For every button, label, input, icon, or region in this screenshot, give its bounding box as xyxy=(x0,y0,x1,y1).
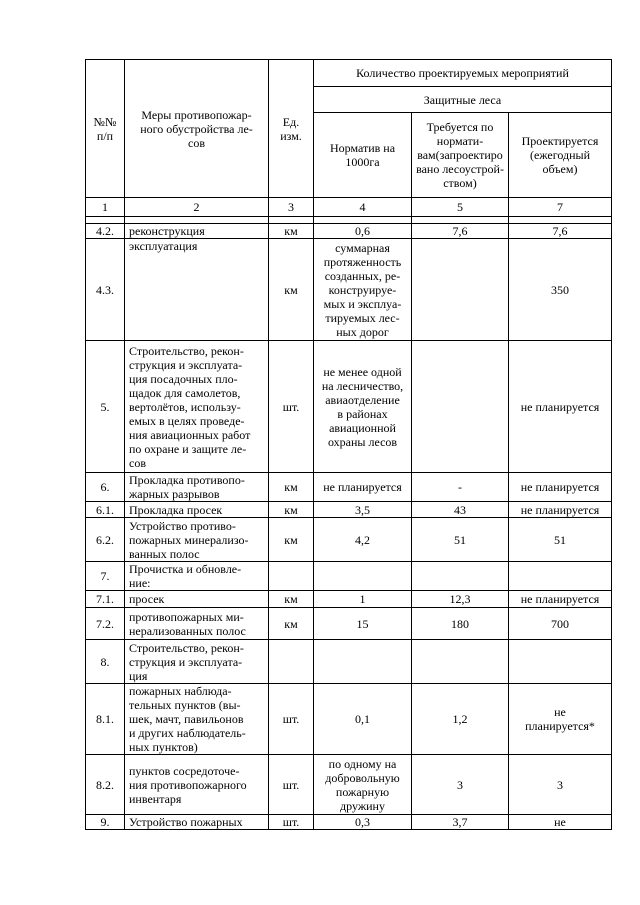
row-required: 7,6 xyxy=(412,224,509,239)
header-col-projected: Проектируется (ежегодный объем) xyxy=(509,113,612,198)
table-row xyxy=(86,608,612,640)
spacer-row xyxy=(86,217,612,224)
row-unit: шт. xyxy=(269,815,314,830)
table-row xyxy=(86,341,612,473)
row-projected: не планируется xyxy=(509,341,612,473)
table-row xyxy=(86,815,612,830)
row-norm: по одному на добровольную пожарную дружину xyxy=(314,755,412,815)
row-unit xyxy=(269,640,314,684)
row-number: 4.3. xyxy=(86,239,125,341)
row-unit: км xyxy=(269,608,314,640)
row-projected: не планируется xyxy=(509,502,612,518)
row-measure: Прочистка и обновле- ние: xyxy=(125,562,269,591)
row-number: 8.2. xyxy=(86,755,125,815)
row-unit: км xyxy=(269,502,314,518)
row-measure: Строительство, рекон- струкция и эксплуата- ция посадочных пло- щадок для самолетов, вертолётов, использу- емых в целях проведе- ния авиационных работ по охране и защите ле- сов xyxy=(125,341,269,473)
header-col-unit: Ед. изм. xyxy=(269,60,314,198)
row-number: 8. xyxy=(86,640,125,684)
row-required: 12,3 xyxy=(412,591,509,608)
header-subgroup-title: Защитные леса xyxy=(314,87,612,113)
table-row xyxy=(86,755,612,815)
row-measure: Прокладка противопо- жарных разрывов xyxy=(125,473,269,502)
row-measure: просек xyxy=(125,591,269,608)
row-norm: 3,5 xyxy=(314,502,412,518)
row-norm xyxy=(314,562,412,591)
spacer-cell xyxy=(269,217,314,224)
row-projected: 51 xyxy=(509,518,612,562)
row-measure: пожарных наблюда- тельных пунктов (вы- шек, мачт, павильонов и других наблюдатель- ных пунктов) xyxy=(125,684,269,755)
row-projected: 7,6 xyxy=(509,224,612,239)
row-unit xyxy=(269,562,314,591)
table-row xyxy=(86,591,612,608)
header-group-title: Количество проектируемых мероприятий xyxy=(314,60,612,87)
index-cell: 1 xyxy=(86,198,125,217)
row-number: 7.1. xyxy=(86,591,125,608)
row-required: 180 xyxy=(412,608,509,640)
row-norm: 1 xyxy=(314,591,412,608)
table-row xyxy=(86,562,612,591)
row-projected: не xyxy=(509,815,612,830)
table-row xyxy=(86,640,612,684)
index-row xyxy=(86,198,612,217)
row-unit: км xyxy=(269,224,314,239)
row-norm: не менее одной на лесничество, авиаотделение в районах авиационной охраны лесов xyxy=(314,341,412,473)
spacer-cell xyxy=(314,217,412,224)
index-cell: 4 xyxy=(314,198,412,217)
row-number: 7. xyxy=(86,562,125,591)
index-cell: 7 xyxy=(509,198,612,217)
index-cell: 5 xyxy=(412,198,509,217)
row-norm: 4,2 xyxy=(314,518,412,562)
row-required xyxy=(412,640,509,684)
row-projected: не планируется* xyxy=(509,684,612,755)
row-measure: противопожарных ми- нерализованных полос xyxy=(125,608,269,640)
row-norm xyxy=(314,640,412,684)
row-unit: шт. xyxy=(269,684,314,755)
table-row xyxy=(86,684,612,755)
table-row xyxy=(86,502,612,518)
row-unit: км xyxy=(269,518,314,562)
row-required: 1,2 xyxy=(412,684,509,755)
row-norm: 0,6 xyxy=(314,224,412,239)
row-measure: Устройство пожарных xyxy=(125,815,269,830)
row-unit: км xyxy=(269,239,314,341)
row-unit: шт. xyxy=(269,755,314,815)
row-projected: не планируется xyxy=(509,591,612,608)
row-projected: 350 xyxy=(509,239,612,341)
row-norm: 0,3 xyxy=(314,815,412,830)
row-required: 3 xyxy=(412,755,509,815)
row-number: 9. xyxy=(86,815,125,830)
row-unit: шт. xyxy=(269,341,314,473)
measures-table xyxy=(85,59,612,830)
row-norm: не планируется xyxy=(314,473,412,502)
row-norm: 15 xyxy=(314,608,412,640)
row-projected xyxy=(509,562,612,591)
header-col-num: №№ п/п xyxy=(86,60,125,198)
row-number: 5. xyxy=(86,341,125,473)
table-row xyxy=(86,473,612,502)
row-number: 4.2. xyxy=(86,224,125,239)
spacer-cell xyxy=(86,217,125,224)
row-required xyxy=(412,341,509,473)
row-measure: эксплуатация xyxy=(125,239,269,341)
header-col-required: Требуется по нормати- вам(запроектиро вано лесоустрой- ством) xyxy=(412,113,509,198)
table-row xyxy=(86,224,612,239)
row-measure: пунктов сосредоточе- ния противопожарного инвентаря xyxy=(125,755,269,815)
row-unit: км xyxy=(269,473,314,502)
spacer-cell xyxy=(509,217,612,224)
row-measure: Строительство, рекон- струкция и эксплуата- ция xyxy=(125,640,269,684)
row-required xyxy=(412,239,509,341)
row-number: 8.1. xyxy=(86,684,125,755)
row-measure: Прокладка просек xyxy=(125,502,269,518)
header-col-measure: Меры противопожар- ного обустройства ле- сов xyxy=(125,60,269,198)
row-required: 43 xyxy=(412,502,509,518)
row-norm: 0,1 xyxy=(314,684,412,755)
spacer-cell xyxy=(412,217,509,224)
row-required: - xyxy=(412,473,509,502)
row-number: 6.2. xyxy=(86,518,125,562)
row-unit: км xyxy=(269,591,314,608)
row-projected: 3 xyxy=(509,755,612,815)
index-cell: 2 xyxy=(125,198,269,217)
row-projected: 700 xyxy=(509,608,612,640)
row-norm: суммарная протяженность созданных, ре- конструируе- мых и эксплуа- тируемых лес- ных дорог xyxy=(314,239,412,341)
row-required xyxy=(412,562,509,591)
row-required: 51 xyxy=(412,518,509,562)
table-row xyxy=(86,518,612,562)
row-number: 6.1. xyxy=(86,502,125,518)
row-projected: не планируется xyxy=(509,473,612,502)
row-measure: Устройство противо- пожарных минерализо- ванных полос xyxy=(125,518,269,562)
row-measure: реконструкция xyxy=(125,224,269,239)
header-col-norm: Норматив на 1000га xyxy=(314,113,412,198)
row-number: 6. xyxy=(86,473,125,502)
row-required: 3,7 xyxy=(412,815,509,830)
row-number: 7.2. xyxy=(86,608,125,640)
table-row xyxy=(86,239,612,341)
spacer-cell xyxy=(125,217,269,224)
index-cell: 3 xyxy=(269,198,314,217)
row-projected xyxy=(509,640,612,684)
